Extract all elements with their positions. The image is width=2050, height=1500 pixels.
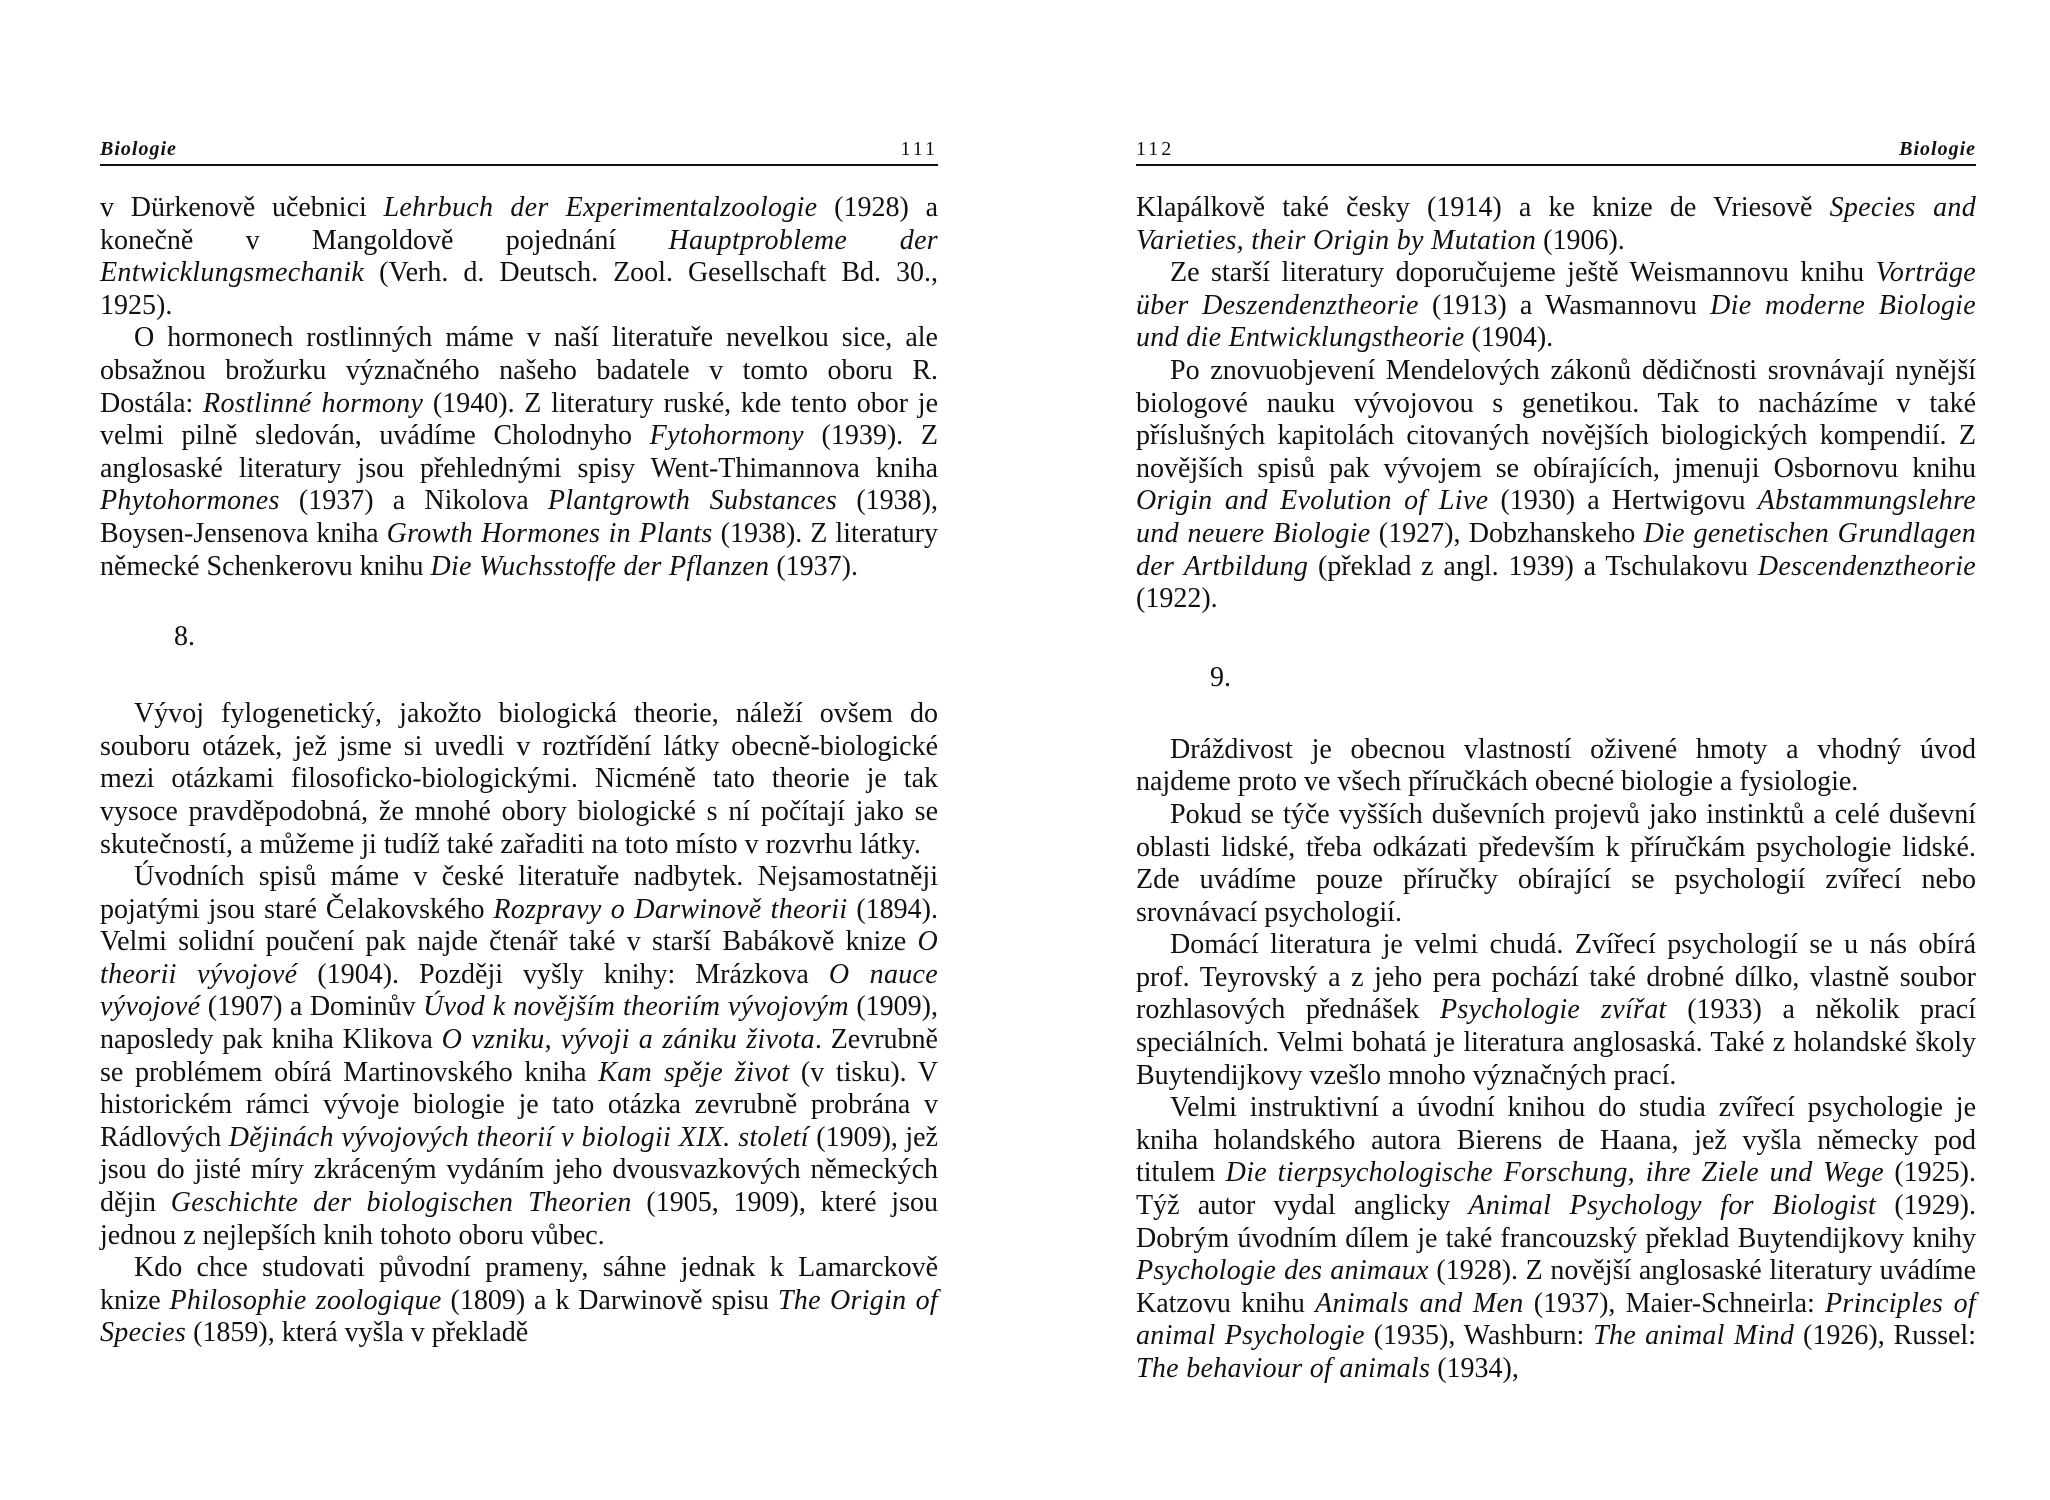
- italic-title: The Origin of Species: [100, 1284, 938, 1349]
- text-run: (1905, 1909), které jsou jednou z nejlepších knih tohoto oboru vůbec.: [100, 1187, 938, 1251]
- italic-title: Principles of animal Psychologie: [1136, 1287, 1976, 1352]
- paragraph: [100, 322, 938, 583]
- text-run: (překlad z angl. 1939) a Tschulakovu: [1308, 550, 1758, 582]
- paragraph: [1136, 1092, 1976, 1385]
- text-run: (1938). Z literatury německé Schenkerovu knihu: [100, 517, 939, 582]
- text-run: (1927), Dobzhanskeho: [1370, 517, 1644, 549]
- italic-title: Species and Varieties, their Origin by Mutation: [1136, 192, 1977, 256]
- italic-title: Die tierpsychologische Forschung, ihre Ziele und Wege: [1225, 1157, 1884, 1189]
- italic-title: Psychologie zvířat: [1439, 994, 1667, 1026]
- text-run: (1939). Z anglosaské literatury jsou přehlednými spisy Went-Thimannova kniha: [100, 420, 938, 484]
- italic-title: Vorträge über Deszendenztheorie: [1136, 257, 1976, 321]
- italic-title: Phytohormones: [100, 485, 280, 517]
- italic-title: Philosophie zoologique: [169, 1284, 442, 1316]
- text-run: Klapálkově také česky (1914) a ke knize de Vriesově: [1136, 192, 1830, 223]
- italic-title: Geschichte der biologischen Theorien: [170, 1187, 632, 1219]
- text-run: (1904).: [1464, 322, 1554, 354]
- paragraph: [100, 861, 938, 1252]
- text-run: (Verh. d. Deutsch. Zool. Gesellschaft Bd. 30., 1925).: [100, 257, 938, 321]
- body-text-top: [1136, 192, 1976, 616]
- text-run: (1935), Washburn:: [1364, 1320, 1594, 1352]
- text-run: Velmi instruktivní a úvodní knihou do studia zvířecí psychologie je kniha holandského autora Bierens de Haana, jež vyšla německy pod titulem: [1136, 1092, 1976, 1189]
- text-run: (1907) a Dominův: [200, 991, 424, 1023]
- italic-title: O nauce vývojové: [100, 958, 938, 1023]
- running-head: [1136, 138, 1976, 166]
- page-number: 112: [1136, 138, 1175, 160]
- italic-title: Rostlinné hormony: [203, 387, 424, 419]
- italic-title: Die moderne Biologie und die Entwicklungstheorie: [1136, 289, 1976, 354]
- paragraph: [1136, 929, 1976, 1092]
- text-run: Pokud se týče vyšších duševních projevů jako instinktů a celé duševní oblasti lidské, třeba odkázati především k příručkám psychologie lidské. Zde uvádíme pouze příručky obírající se psychologií zvířecí nebo srovnávací psychologií.: [1136, 798, 1976, 928]
- text-run: Vývoj fylogenetický, jakožto biologická theorie, náleží ovšem do souboru otázek, jež jsme si uvedli v roztřídění látky obecně-biologické mezi otázkami filosoficko-biologickými. Nicméně tato theorie je tak vysoce pravděpodobná, že mnohé obory biologické s ní počítají jako se skutečností, a můžeme ji tudíž také zařaditi na toto místo v rozvrhu látky.: [100, 698, 938, 860]
- italic-title: Kam spěje život: [598, 1056, 790, 1088]
- text-run: (1937).: [769, 550, 859, 582]
- italic-title: Plantgrowth Substances: [547, 485, 838, 517]
- italic-title: The behaviour of animals: [1136, 1353, 1431, 1384]
- text-run: (1930) a Hertwigovu: [1488, 485, 1758, 517]
- text-run: (1909), naposledy pak kniha Klikova: [100, 991, 938, 1056]
- italic-title: Animal Psychology for Biologist: [1468, 1190, 1877, 1222]
- text-run: v Dürkenově učebnici: [100, 192, 384, 223]
- text-run: (1894). Velmi solidní poučení pak najde čtenář také v starší Babákově knize: [100, 893, 938, 958]
- body-text-top: [100, 192, 938, 583]
- italic-title: Lehrbuch der Experimentalzoologie: [383, 192, 818, 223]
- text-run: Dráždivost je obecnou vlastností oživené hmoty a vhodný úvod najdeme proto ve všech příručkách obecné biologie a fysiologie.: [1136, 733, 1976, 798]
- italic-title: Growth Hormones in Plants: [386, 517, 713, 549]
- section-number: 8.: [174, 621, 195, 653]
- text-run: (1913) a Wasmannovu: [1418, 289, 1711, 321]
- running-head: [100, 138, 938, 166]
- text-run: (1929). Dobrým úvodním dílem je také francouzský překlad Buytendijkovy knihy: [1136, 1190, 1977, 1254]
- text-run: (1925). Týž autor vydal anglicky: [1136, 1157, 1976, 1222]
- paragraph: [100, 1252, 938, 1350]
- text-run: (1904). Později vyšly knihy: Mrázkova: [297, 958, 829, 990]
- text-run: (1859), která vyšla v překladě: [186, 1317, 529, 1349]
- text-run: (1809) a k Darwinově spisu: [441, 1284, 778, 1316]
- body-text-bottom: [100, 698, 938, 1350]
- text-run: (1928). Z novější anglosaské literatury uvádíme Katzovu knihu: [1136, 1255, 1977, 1319]
- text-run: (1937), Maier-Schneirla:: [1523, 1287, 1825, 1319]
- text-run: (1906).: [1536, 224, 1625, 256]
- italic-title: Dějinách vývojových theorií v biologii XIX. století: [228, 1121, 809, 1153]
- section-number: 9.: [1210, 661, 1231, 693]
- running-head-title: Biologie: [100, 138, 177, 160]
- text-run: Po znovuobjevení Mendelových zákonů dědičnosti srovnávají nynější biologové nauku vývojovou s genetikou. Tak to nacházíme v také příslušných kapitolách citovaných novějších biologických kompendií. Z novějších spisů pak vývojem se obírajících, jmenuji Osbornovu knihu: [1136, 354, 1976, 484]
- text-run: Kdo chce studovati původní prameny, sáhne jednak k Lamarckově knize: [100, 1252, 938, 1316]
- paragraph: [1136, 734, 1976, 799]
- italic-title: Psychologie des animaux: [1136, 1255, 1429, 1287]
- text-run: (1922).: [1136, 583, 1218, 615]
- page-number: 111: [900, 138, 938, 160]
- italic-title: O theorii vývojové: [100, 926, 938, 990]
- paragraph: [100, 698, 938, 861]
- italic-title: Abstammungslehre und neuere Biologie: [1136, 485, 1976, 549]
- italic-title: Rozpravy o Darwinově theorii: [493, 893, 848, 925]
- italic-title: Origin and Evolution of Live: [1136, 485, 1489, 517]
- italic-title: O vzniku, vývoji a zániku života: [441, 1024, 815, 1056]
- text-run: (1934),: [1430, 1353, 1519, 1384]
- italic-title: Animals and Men: [1315, 1287, 1524, 1319]
- italic-title: Fytohormony: [649, 420, 804, 452]
- italic-title: Die Wuchsstoffe der Pflanzen: [430, 550, 770, 582]
- text-run: Úvodních spisů máme v české literatuře nadbytek. Nejsamostatněji pojatými jsou staré Čelakovského: [100, 861, 938, 925]
- italic-title: Úvod k novějším theoriím vývojovým: [423, 991, 849, 1023]
- text-run: (1926), Russel:: [1794, 1320, 1976, 1352]
- text-run: Ze starší literatury doporučujeme ještě Weismannovu knihu: [1170, 257, 1876, 289]
- right-page: [1136, 138, 1976, 1386]
- text-run: (1909), jež jsou do jisté míry zkráceným vydáním jeho dvousvazkových německých dějin: [100, 1121, 938, 1219]
- text-run: (v tisku). V historickém rámci vývoje biologie je tato otázka zevrubně probrána v Rádlových: [100, 1056, 938, 1153]
- paragraph: [100, 192, 938, 322]
- italic-title: Descendenztheorie: [1757, 550, 1977, 582]
- text-run: . Zevrubně se problémem obírá Martinovského kniha: [100, 1024, 938, 1088]
- paragraph: [1136, 799, 1976, 929]
- body-text-bottom: [1136, 734, 1976, 1386]
- text-run: (1940). Z literatury ruské, kde tento obor je velmi pilně sledován, uvádíme Cholodnyho: [100, 387, 938, 452]
- text-run: Domácí literatura je velmi chudá. Zvířecí psychologií se u nás obírá prof. Teyrovský a z jeho pera pochází také drobné dílko, vlastně soubor rozhlasových přednášek: [1136, 929, 1976, 1026]
- text-run: (1937) a Nikolova: [279, 485, 548, 517]
- italic-title: Die genetischen Grundlagen der Artbildung: [1136, 517, 1976, 582]
- italic-title: Hauptprobleme der Entwicklungsmechanik: [100, 224, 938, 289]
- paragraph: [1136, 355, 1976, 616]
- running-head-title: Biologie: [1899, 138, 1976, 160]
- paragraph: [1136, 257, 1976, 355]
- italic-title: The animal Mind: [1593, 1320, 1795, 1352]
- text-run: (1933) a několik prací speciálních. Velmi bohatá je literatura anglosaská. Také z holandské školy Buytendijkovy vzešlo mnoho význačných prací.: [1136, 994, 1976, 1091]
- text-run: (1928) a konečně v Mangoldově pojednání: [100, 192, 939, 256]
- left-page: [100, 138, 938, 1350]
- text-run: (1938), Boysen-Jensenova kniha: [100, 485, 938, 549]
- paragraph: [1136, 192, 1976, 257]
- text-run: O hormonech rostlinných máme v naší literatuře nevelkou sice, ale obsažnou brožurku význačného našeho badatele v tomto oboru R. Dostála:: [100, 322, 938, 419]
